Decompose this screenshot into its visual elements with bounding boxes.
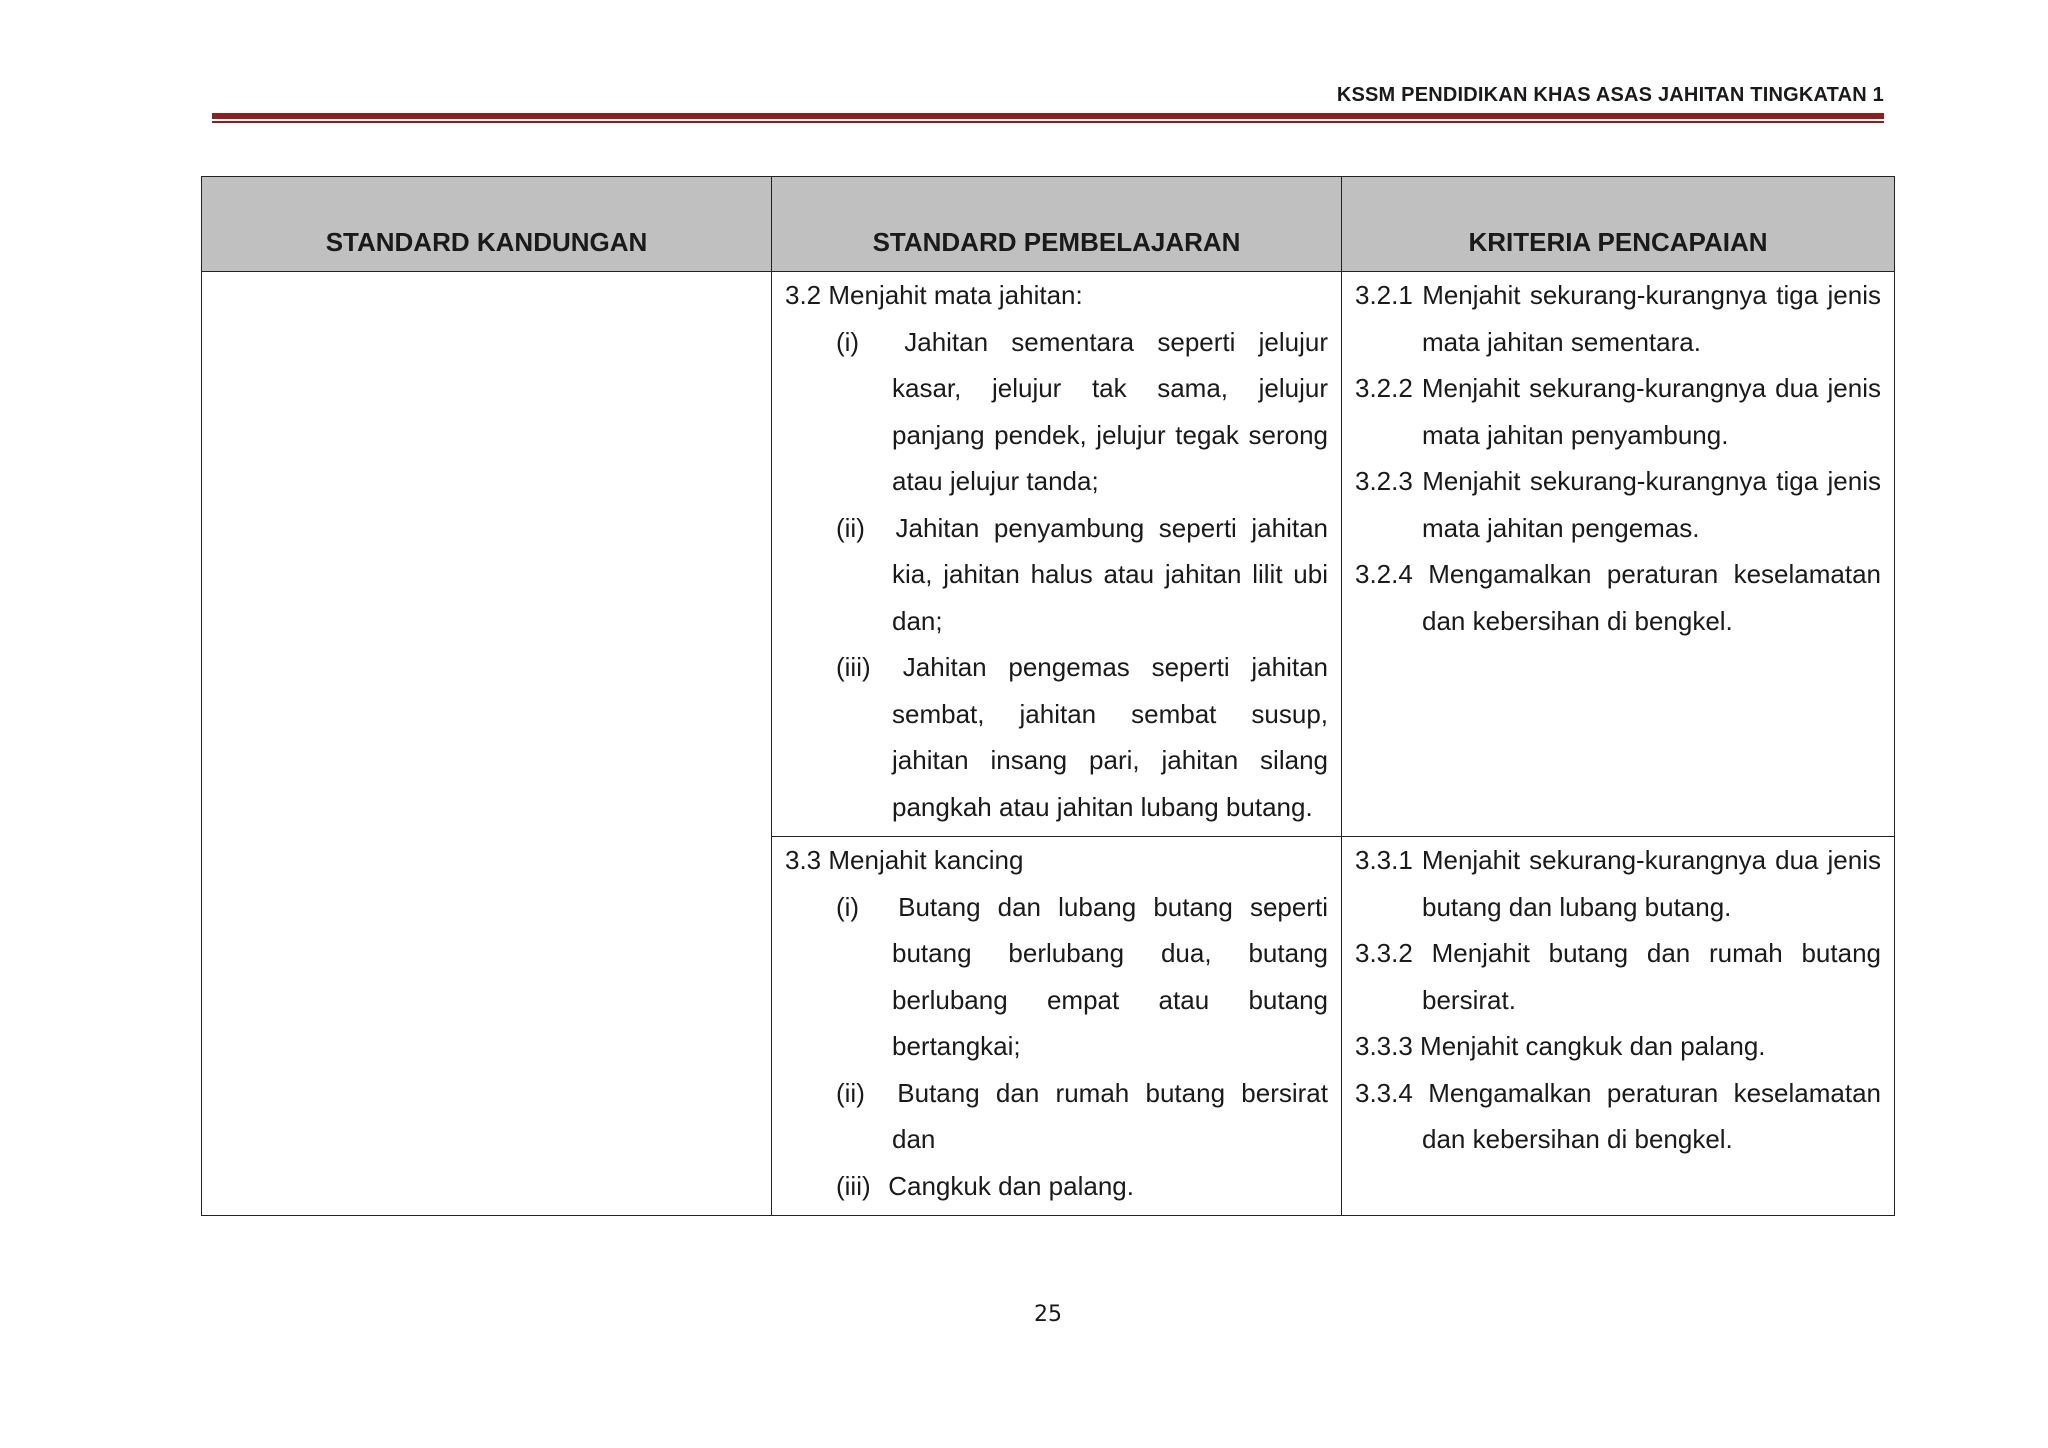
standard-kandungan-cell [202, 272, 772, 1216]
column-header-standard-kandungan: STANDARD KANDUNGAN [202, 177, 772, 272]
performance-criterion: 3.2.4 Mengamalkan peraturan keselamatan dan kebersihan di bengkel. [1355, 559, 1881, 636]
performance-criterion: 3.2.1 Menjahit sekurang-kurangnya tiga jenis mata jahitan sementara. [1355, 280, 1881, 357]
document-header-title: KSSM PENDIDIKAN KHAS ASAS JAHITAN TINGKATAN 1 [1336, 84, 1884, 106]
learning-standard-item: (i) Jahitan sementara seperti jelujur kasar, jelujur tak sama, jelujur panjang pendek, jelujur tegak serong atau jelujur tanda; [836, 326, 1328, 496]
header-rule-thick [212, 113, 1884, 119]
learning-standard-item: (ii) Butang dan rumah butang bersirat dan [836, 1077, 1328, 1154]
learning-standard-heading: 3.2 Menjahit mata jahitan: [785, 280, 1083, 310]
kriteria-pencapaian-cell [1342, 272, 1895, 837]
performance-criterion: 3.3.4 Mengamalkan peraturan keselamatan dan kebersihan di bengkel. [1355, 1077, 1881, 1154]
column-header-kriteria-pencapaian: KRITERIA PENCAPAIAN [1342, 177, 1895, 272]
standard-pembelajaran-cell [772, 272, 1342, 837]
learning-standard-heading: 3.3 Menjahit kancing [785, 845, 1024, 875]
learning-standard-item: (iii) Cangkuk dan palang. [836, 1170, 1134, 1201]
learning-standard-item: (iii) Jahitan pengemas seperti jahitan sembat, jahitan sembat susup, jahitan insang pari, jahitan silang pangkah atau jahitan lubang butang. [836, 652, 1328, 822]
learning-standard-item: (ii) Jahitan penyambung seperti jahitan kia, jahitan halus atau jahitan lilit ubi dan; [836, 512, 1328, 636]
kriteria-pencapaian-cell [1342, 837, 1895, 1216]
performance-criterion: 3.3.1 Menjahit sekurang-kurangnya dua jenis butang dan lubang butang. [1355, 845, 1881, 922]
curriculum-table [201, 176, 1895, 1216]
performance-criterion: 3.3.3 Menjahit cangkuk dan palang. [1355, 1031, 1766, 1061]
performance-criterion: 3.2.3 Menjahit sekurang-kurangnya tiga jenis mata jahitan pengemas. [1355, 466, 1881, 543]
table-row [202, 272, 1895, 837]
standard-pembelajaran-cell [772, 837, 1342, 1216]
column-header-standard-pembelajaran: STANDARD PEMBELAJARAN [772, 177, 1342, 272]
header-rule-thin [212, 121, 1884, 123]
performance-criterion: 3.2.2 Menjahit sekurang-kurangnya dua jenis mata jahitan penyambung. [1355, 373, 1881, 450]
table-header-row [202, 177, 1895, 272]
performance-criterion: 3.3.2 Menjahit butang dan rumah butang bersirat. [1355, 938, 1881, 1015]
page-number: 25 [1034, 1302, 1062, 1327]
learning-standard-item: (i) Butang dan lubang butang seperti butang berlubang dua, butang berlubang empat atau butang bertangkai; [836, 891, 1328, 1061]
